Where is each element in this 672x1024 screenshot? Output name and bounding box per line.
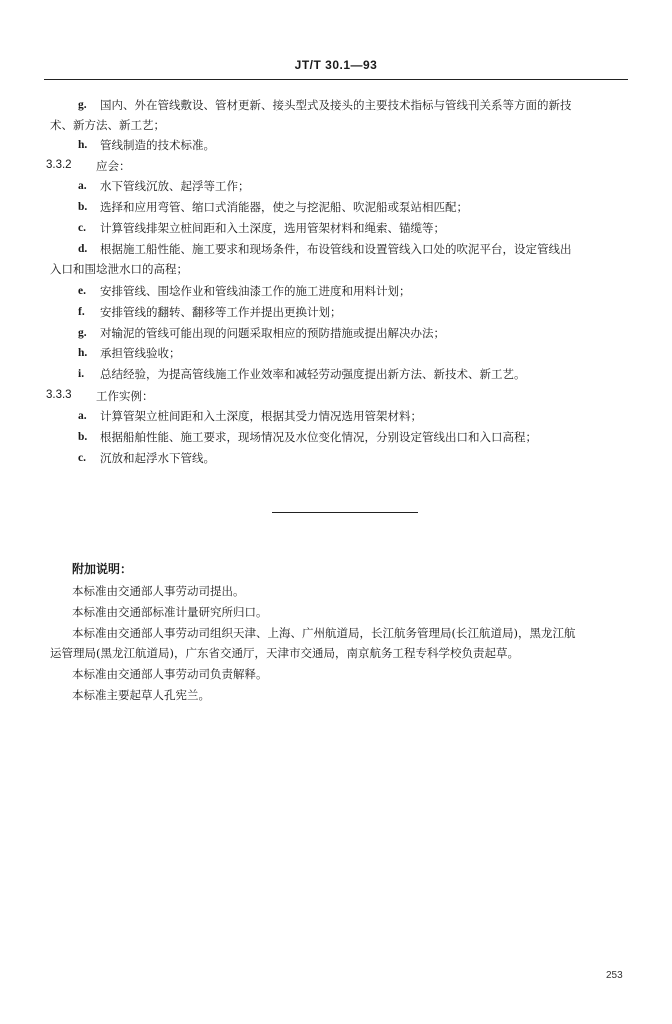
item-text: 国内、外在管线敷设、管材更新、接头型式及接头的主要技术指标与管线刊关系等方面的新技 [100,98,572,112]
item-text: 安排管线的翻转、翻移等工作并提出更换计划； [100,305,342,319]
item-text: 沉放和起浮水下管线。 [100,451,215,465]
item-text: 根据施工船性能、施工要求和现场条件，布设管线和设置管线入口处的吹泥平台，设定管线出 [100,242,572,256]
item-text: 对输泥的管线可能出现的问题采取相应的预防措施或提出解决办法； [100,326,445,340]
note-line: 本标准由交通部标准计量研究所归口。 [72,605,268,619]
item-letter: d. [78,243,88,255]
item-letter: c. [78,452,86,464]
item-letter: c. [78,222,86,234]
item-letter: e. [78,285,86,297]
note-title: 附加说明： [72,562,133,576]
item-text: 水下管线沉放、起浮等工作； [100,179,250,193]
page-number: 253 [606,970,623,981]
section-title: 工作实例： [96,389,154,403]
section-number: 3.3.3 [46,389,72,401]
item-text: 安排管线、围埝作业和管线油漆工作的施工进度和用料计划； [100,284,411,298]
note-line: 本标准主要起草人孔宪兰。 [72,688,210,702]
item-letter: i. [78,368,85,380]
standard-code-header: JT/T 30.1—93 [294,58,378,72]
item-text: 选择和应用弯管、缩口式消能器，使之与挖泥船、吹泥船或泵站相匹配； [100,200,468,214]
item-text: 计算管线排架立桩间距和入土深度，选用管架材料和绳索、锚缆等； [100,221,445,235]
item-letter: g. [78,99,87,111]
item-letter: g. [78,327,87,339]
section-title: 应会： [96,159,131,173]
section-number: 3.3.2 [46,159,72,171]
item-letter: f. [78,306,85,318]
item-text: 总结经验，为提高管线施工作业效率和减轻劳动强度提出新方法、新技术、新工艺。 [100,367,526,381]
item-letter: h. [78,347,88,359]
item-letter: h. [78,139,88,151]
item-text: 根据船舶性能、施工要求，现场情况及水位变化情况，分别设定管线出口和入口高程； [100,430,537,444]
item-text: 管线制造的技术标准。 [100,138,215,152]
item-text-continuation: 入口和围埝泄水口的高程； [50,262,188,276]
note-line: 本标准由交通部人事劳动司组织天津、上海、广州航道局，长江航务管理局(长江航道局)，黑龙江航 [72,626,576,640]
note-line: 本标准由交通部人事劳动司提出。 [72,584,245,598]
item-text: 承担管线验收； [100,346,181,360]
item-text-continuation: 术、新方法、新工艺； [50,118,165,132]
item-letter: b. [78,201,88,213]
section-divider [272,512,418,513]
note-line: 本标准由交通部人事劳动司负责解释。 [72,667,268,681]
item-letter: a. [78,410,87,422]
header-rule [44,79,628,80]
note-line: 运管理局(黑龙江航道局)，广东省交通厅，天津市交通局，南京航务工程专科学校负责起草。 [50,646,519,660]
item-text: 计算管架立桩间距和入土深度，根据其受力情况选用管架材料； [100,409,422,423]
item-letter: a. [78,180,87,192]
item-letter: b. [78,431,88,443]
